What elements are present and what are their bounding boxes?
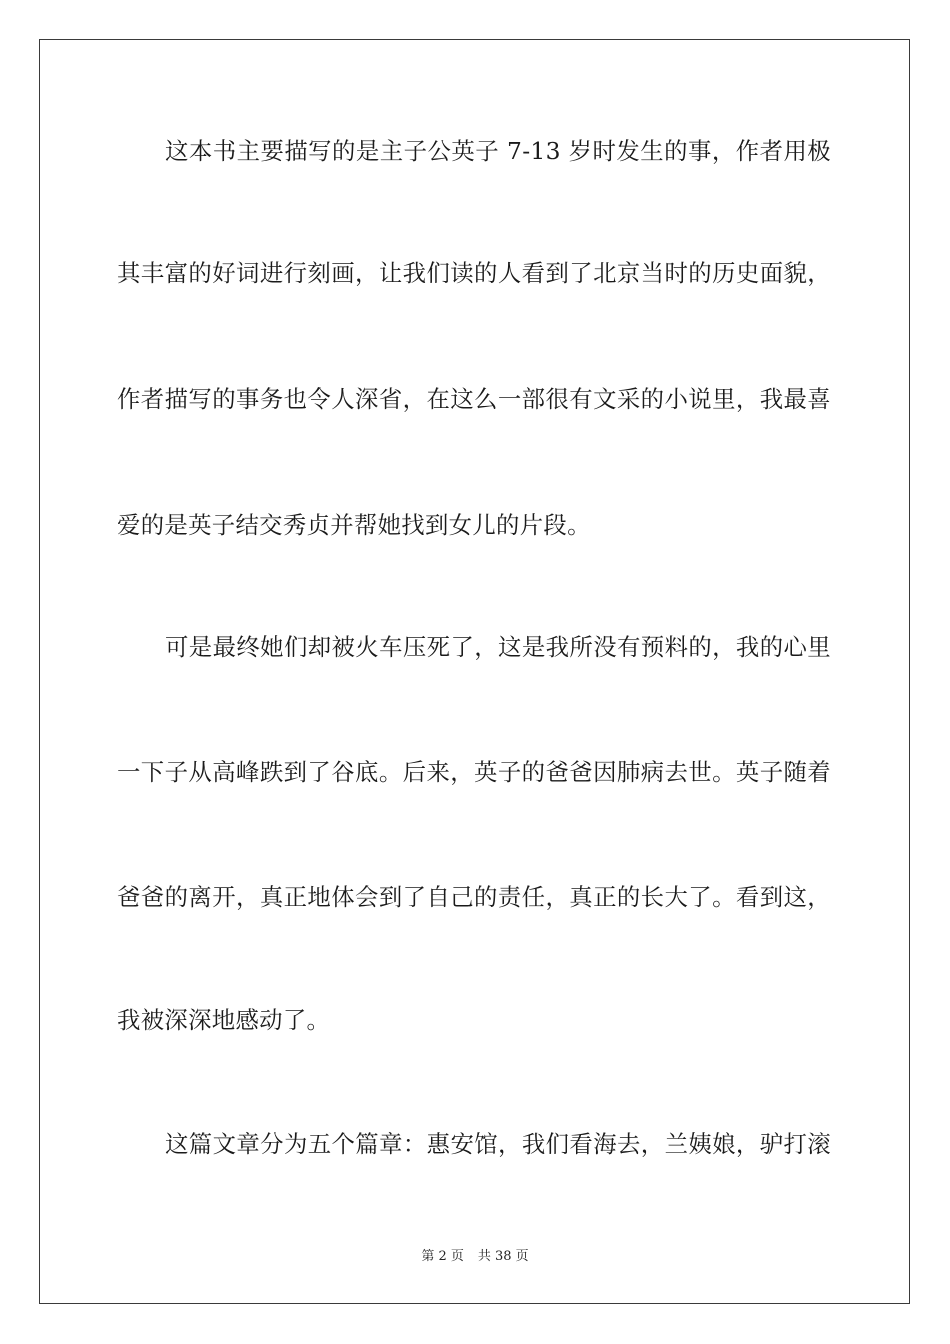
- text-line-9: 这篇文章分为五个篇章：惠安馆，我们看海去，兰姨娘，驴打滚: [165, 1130, 831, 1158]
- text-line-4: 爱的是英子结交秀贞并帮她找到女儿的片段。: [117, 511, 591, 539]
- text-line-8: 我被深深地感动了。: [117, 1006, 331, 1034]
- text-line-2: 其丰富的好词进行刻画，让我们读的人看到了北京当时的历史面貌，: [117, 259, 831, 287]
- text-line-3: 作者描写的事务也令人深省，在这么一部很有文采的小说里，我最喜: [117, 385, 831, 413]
- page-number: 第 2 页: [421, 1249, 464, 1264]
- text-line-5: 可是最终她们却被火车压死了，这是我所没有预料的，我的心里: [165, 633, 831, 661]
- page-footer: [0, 1248, 950, 1266]
- text-line-6: 一下子从高峰跌到了谷底。后来，英子的爸爸因肺病去世。英子随着: [117, 758, 831, 786]
- page-total: 共 38 页: [477, 1249, 529, 1264]
- text-line-7: 爸爸的离开，真正地体会到了自己的责任，真正的长大了。看到这，: [117, 883, 831, 911]
- page-border: [39, 39, 910, 1304]
- text-line-1: 这本书主要描写的是主子公英子 7-13 岁时发生的事，作者用极: [165, 137, 831, 165]
